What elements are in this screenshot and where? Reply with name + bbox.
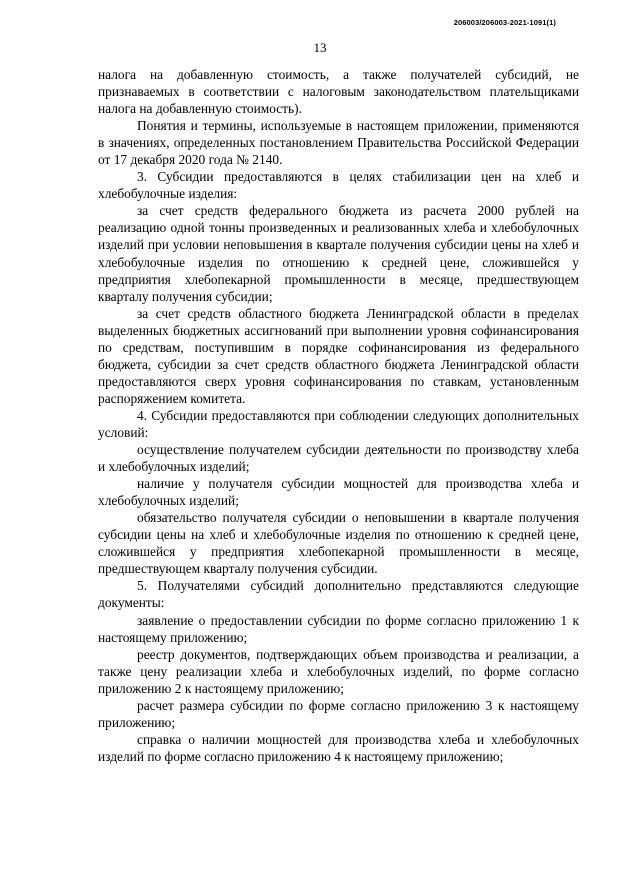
paragraph: 3. Субсидии предоставляются в целях стабилизации цен на хлеб и хлебобулочные изделия: [98, 169, 579, 202]
paragraph: осуществление получателем субсидии деятельности по производству хлеба и хлебобулочных изделий; [98, 442, 579, 475]
page-number: 13 [313, 40, 327, 55]
paragraph: 4. Субсидии предоставляются при соблюдении следующих дополнительных условий: [98, 407, 579, 440]
paragraph: наличие у получателя субсидии мощностей для производства хлеба и хлебобулочных изделий; [98, 476, 579, 509]
document-code: 206003/206003-2021-1091(1) [453, 18, 556, 27]
paragraph: расчет размера субсидии по форме согласно приложению 3 к настоящему приложению; [98, 697, 579, 730]
paragraph: за счет средств федерального бюджета из расчета 2000 рублей на реализацию одной тонны произведенных и реализованных хлеба и хлебобулочных изделий при условии неповышения в квартале получения субсидии цены на хлеб и хлебобулочные изделия по отношению к средней цене, сложившейся у предприятия хлебопекарной промышленности в месяце, предшествующем кварталу получения субсидии; [98, 203, 579, 304]
paragraph: за счет средств областного бюджета Ленинградской области в пределах выделенных бюджетных ассигнований при выполнении уровня софинансирования по средствам, поступившим в порядке софинансирования из федерального бюджета, субсидии за счет средств областного бюджета Ленинградской области предоставляются сверх уровня софинансирования по ставкам, установленным распоряжением комитета. [98, 305, 579, 406]
paragraph: заявление о предоставлении субсидии по форме согласно приложению 1 к настоящему приложению; [98, 612, 579, 645]
paragraph: налога на добавленную стоимость, а также получателей субсидий, не признаваемых в соответствии с налоговым законодательством плательщиками налога на добавленную стоимость). [98, 67, 579, 117]
paragraph: 5. Получателями субсидий дополнительно представляются следующие документы: [98, 578, 579, 611]
document-body [98, 66, 579, 765]
paragraph: справка о наличии мощностей для производства хлеба и хлебобулочных изделий по форме согласно приложению 4 к настоящему приложению; [98, 731, 579, 764]
paragraph: обязательство получателя субсидии о неповышении в квартале получения субсидии цены на хлеб и хлебобулочные изделия по отношению к средней цене, сложившейся у предприятия хлебопекарной промышленности в месяце, предшествующем кварталу получения субсидии. [98, 510, 579, 577]
paragraph: Понятия и термины, используемые в настоящем приложении, применяются в значениях, определенных постановлением Правительства Российской Федерации от 17 декабря 2020 года № 2140. [98, 118, 579, 168]
paragraph: реестр документов, подтверждающих объем производства и реализации, а также цену реализации хлеба и хлебобулочных изделий, по форме согласно приложению 2 к настоящему приложению; [98, 646, 579, 696]
